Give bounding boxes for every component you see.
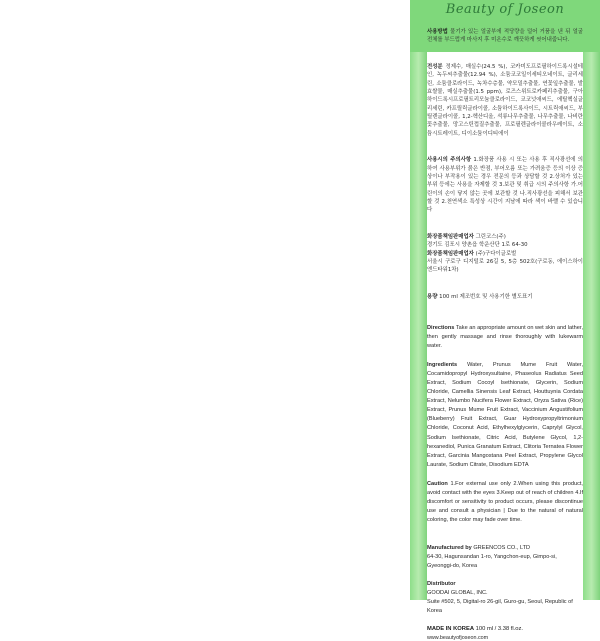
korean-ingredients-body: 정제수, 매실수(24.5 %), 코카미도프로필하이드록시설테인, 녹두씨추출물(12.94 %), 소듐코코일이세티오네이트, 글리세린, 소듐클로라이드, 녹차수층물, 약모밀추출물, 연꽃잎추출물, 발효쌀물, 매실추출물(1.5 ppm), 로즈스위트로카페리추출물, 구아하이드록시프로필트리모늄클로라이드, 코코넛애씨드, 에틸헥실글리세린, 카프릴릭글라이콜, 소듐하이드록사이드, 시트릭애씨드, 부틸렌글라이콜, 1,2-헥산디올, 석류나무추출물, 나무추출물, 나비란꽃추출물, 망고스틴껍질추출물, 프로필렌글라이콜라우레이트, 소듐시트레이트, 디이소듐이디티에이 xyxy=(427,63,584,137)
korean-caution-text xyxy=(427,156,583,215)
product-carton xyxy=(205,0,584,641)
english-ingredients-heading: Ingredients xyxy=(427,362,458,369)
korean-caution-section xyxy=(427,156,583,215)
spacer-after-usage xyxy=(427,54,583,63)
korean-distributor-line xyxy=(427,250,583,258)
korean-volume-section xyxy=(427,293,583,301)
korean-distributor-address: 서울시 구로구 디지털로 26길 5, 5층 502호(구로동, 에이스하이엔드타워1차) xyxy=(427,258,583,274)
english-directions-heading: Directions xyxy=(427,325,455,331)
korean-distributor-name: (주)구다이글로벌 xyxy=(475,250,517,257)
korean-caution-heading: 사용시의 주의사항 xyxy=(427,157,472,164)
spacer-after-ingredients xyxy=(427,147,583,156)
spacer-before-footer xyxy=(427,535,583,544)
distributor-address: Suite #502, 5, Digital-ro 26-gil, Guro-gu, Seoul, Republic of Korea xyxy=(427,598,573,614)
carton-text-panel xyxy=(427,28,584,641)
english-caution-heading: Caution xyxy=(427,480,448,487)
origin-block xyxy=(427,625,583,634)
korean-usage-text xyxy=(427,28,583,45)
manufactured-by-name: GREENCOS CO., LTD xyxy=(473,544,531,551)
korean-usage-body: 물기가 있는 얼굴부에 적당량을 덜어 거품을 낸 뒤 얼굴 전체를 부드럽게 마사지 후 미온수로 깨끗하게 씻어내줍니다. xyxy=(427,29,583,44)
english-directions-text xyxy=(427,324,583,351)
english-directions-section xyxy=(427,324,583,351)
korean-caution-body: 1.화장품 사용 시 또는 사용 후 직사광선에 의하여 사용부위가 붉은 반점, 부어오름 또는 가려움증 등의 이상 증상이나 부작용이 있는 경우 전문의 등과 상담할 것 2.상처가 있는 부위 등에는 사용을 자제할 것 3.보관 및 취급 시의 주의사항 가.어린이의 손이 닿지 않는 곳에 보관할 것 나.직사광선을 피해서 보관할 것 2.천연색소 특성상 시간이 지남에 따라 색이 바랠 수 있습니다 xyxy=(427,157,583,214)
korean-volume-line xyxy=(427,293,583,301)
spacer-after-korean-addresses xyxy=(427,284,583,293)
manufactured-by-heading: Manufactured by xyxy=(427,544,472,551)
spacer-between-footer-blocks xyxy=(427,571,583,580)
korean-manufacturer-address: 경기도 김포시 양촌읍 학운산단 1로 64-30 xyxy=(427,242,528,249)
website-url: www.beautyofjoseon.com xyxy=(427,634,489,641)
korean-ingredients-heading: 전성분 xyxy=(427,63,443,70)
korean-ingredients-section xyxy=(427,63,583,138)
korean-ingredients-text xyxy=(427,63,583,138)
english-ingredients-section xyxy=(427,361,583,470)
spacer-after-caution xyxy=(427,224,583,233)
korean-manufacturer-section xyxy=(427,233,583,275)
origin-label: MADE IN KOREA xyxy=(427,625,475,632)
korean-manufacturer-name: 그린코스(주) xyxy=(475,233,506,240)
korean-distributor-heading: 화장품책임판매업자 xyxy=(427,250,474,257)
manufactured-by-line xyxy=(427,544,583,553)
english-directions-body: Take an appropriate amount on wet skin and lather, then gently massage and rinse thoroughly with lukewarm water. xyxy=(427,325,584,350)
volume-label: 100 ml / 3.38 fl.oz. xyxy=(475,625,524,632)
korean-volume-body: 100 ml 제조번호 및 사용기한 별도표기 xyxy=(439,293,533,300)
distributor-block xyxy=(427,580,583,616)
english-caution-body: 1.For external use only 2.When using this product, avoid contact with the eyes 3.Keep out of reach of children 4.If discomfort or sensitivity to product occurs, please discontinue use and consult a physician | Due to the natural of natural coloring, the color may fade over time. xyxy=(427,480,583,523)
korean-manufacturer-line xyxy=(427,233,583,241)
manufacturer-block xyxy=(427,544,583,571)
brand-script: Beauty of Joseon xyxy=(445,2,565,17)
korean-usage-section xyxy=(427,28,583,45)
spacer-before-english xyxy=(427,310,583,324)
korean-usage-heading: 사용방법 xyxy=(427,29,448,35)
carton-left-edge xyxy=(410,0,427,600)
carton-right-edge xyxy=(583,0,600,600)
korean-volume-heading: 용량 xyxy=(427,293,438,300)
korean-manufacturer-heading: 화장품책임판매업자 xyxy=(427,233,474,240)
english-caution-text xyxy=(427,480,583,525)
english-ingredients-text xyxy=(427,361,583,470)
distributor-heading: Distributor xyxy=(427,580,456,587)
english-ingredients-body: Water, Prunus Mume Fruit Water, Cocamidopropyl Hydroxysultaine, Phaseolus Radiatus Seed Extract, Sodium Cocoyl Isethionate, Glycerin, Sodium Chloride, Camellia Sinensis Leaf Extract, Houttuynia Cordata Extract, Nelumbo Nucifera Flower Extract, Oryza Sativa (Rice) Extract, Prunus Mume Fruit Extract, Vaccinium Angustifolium (Blueberry) Fruit Extract, Guar Hydroxypropyltrimonium Chloride, Coconut Acid, Ethylhexylglycerin, Caprylyl Glycol, Sodium Isethionate, Citric Acid, Butylene Glycol, 1,2-hexanediol, Punica Granatum Extract, Clitoria Ternatea Flower Extract, Garcinia Mangostana Peel Extract, Propylene Glycol Laurate, Sodium Citrate, Disodium EDTA xyxy=(427,362,583,468)
manufactured-by-address: 64-30, Hagunsandan 1-ro, Yangchon-eup, Gimpo-si, Gyeonggi-do, Korea xyxy=(427,553,557,569)
english-caution-section xyxy=(427,480,583,525)
distributor-name: GOODAI GLOBAL, INC. xyxy=(427,589,488,596)
